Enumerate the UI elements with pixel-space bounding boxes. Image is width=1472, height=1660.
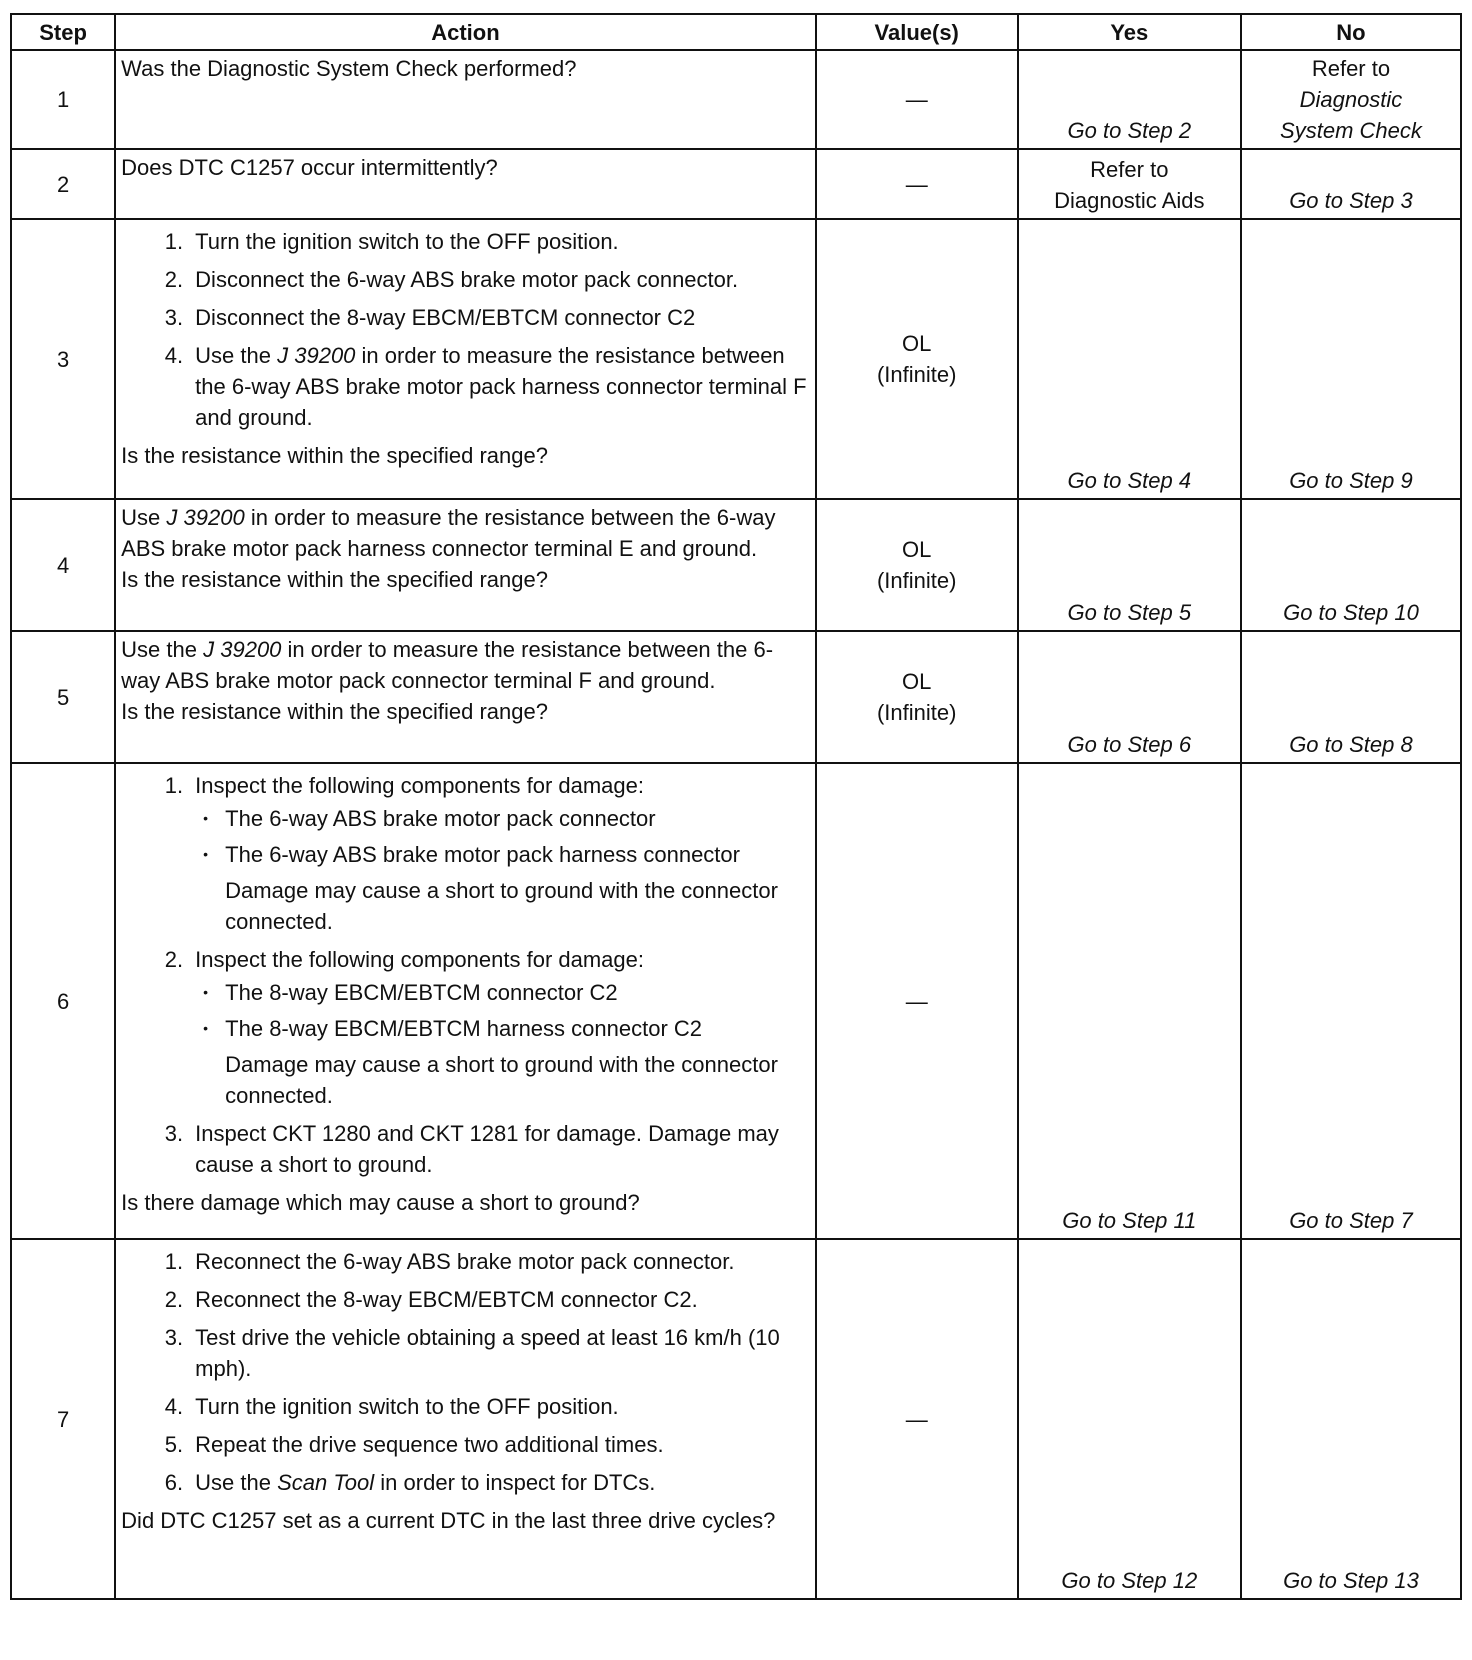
yes-cell: Go to Step 4	[1018, 219, 1241, 499]
yes-cell: Go to Step 12	[1018, 1239, 1241, 1599]
action-cell	[115, 50, 816, 149]
list-item: • The 8-way EBCM/EBTCM harness connector C2	[225, 1013, 809, 1044]
yes-cell: Go to Step 11	[1018, 763, 1241, 1239]
header-no: No	[1241, 14, 1461, 50]
action-text: Use J 39200 in order to measure the resistance between the 6-way ABS brake motor pack harness connector terminal E and ground.	[121, 505, 776, 561]
value-infinite: (Infinite)	[876, 362, 957, 387]
value-ol: OL	[902, 669, 932, 694]
tool-name: Scan Tool	[277, 1470, 375, 1495]
value-ol: OL	[902, 537, 932, 562]
action-step: 1. Inspect the following components for damage: • The 6-way ABS brake motor pack connector • The 6-way ABS brake motor pack harness connector Damage may cause a short to ground with the connector connected.	[189, 770, 809, 937]
action-question: Did DTC C1257 set as a current DTC in the last three drive cycles?	[121, 1508, 776, 1533]
list-item: • The 8-way EBCM/EBTCM connector C2	[225, 977, 809, 1008]
yes-cell	[1018, 149, 1241, 219]
step-number: 6	[11, 763, 115, 1239]
action-question: Is the resistance within the specified range?	[121, 443, 548, 468]
action-cell	[115, 219, 816, 499]
action-question: Is there damage which may cause a short to ground?	[121, 1190, 640, 1215]
yes-cell: Go to Step 5	[1018, 499, 1241, 631]
no-refer: Refer to	[1311, 56, 1391, 81]
no-ref-title-2: System Check	[1280, 118, 1422, 143]
action-step: 3. Test drive the vehicle obtaining a speed at least 16 km/h (10 mph).	[189, 1322, 809, 1384]
action-steps	[121, 226, 809, 433]
step-number: 4	[11, 499, 115, 631]
step-number: 5	[11, 631, 115, 763]
action-question: Does DTC C1257 occur intermittently?	[121, 155, 498, 180]
action-steps	[121, 770, 809, 1180]
value-cell	[816, 631, 1018, 763]
action-step: 4. Turn the ignition switch to the OFF position.	[189, 1391, 809, 1422]
action-step: 5. Repeat the drive sequence two additional times.	[189, 1429, 809, 1460]
action-cell	[115, 499, 816, 631]
table-row	[11, 499, 1461, 631]
action-question: Is the resistance within the specified range?	[121, 567, 548, 592]
no-cell: Go to Step 3	[1241, 149, 1461, 219]
action-step: 2. Inspect the following components for damage: • The 8-way EBCM/EBTCM connector C2 • The 8-way EBCM/EBTCM harness connector C2 Damage may cause a short to ground with the connector connected.	[189, 944, 809, 1111]
list-item: • The 6-way ABS brake motor pack connector	[225, 803, 809, 834]
tool-name: J 39200	[203, 637, 282, 662]
no-cell: Go to Step 13	[1241, 1239, 1461, 1599]
value-infinite: (Infinite)	[876, 700, 957, 725]
step-number: 3	[11, 219, 115, 499]
step-number: 1	[11, 50, 115, 149]
action-step: 2. Disconnect the 6-way ABS brake motor pack connector.	[189, 264, 809, 295]
no-cell: Go to Step 10	[1241, 499, 1461, 631]
table-row	[11, 1239, 1461, 1599]
diagnostic-table	[10, 13, 1462, 1600]
value-cell: —	[816, 149, 1018, 219]
component-list	[195, 977, 809, 1044]
table-row	[11, 219, 1461, 499]
action-cell	[115, 1239, 816, 1599]
value-infinite: (Infinite)	[876, 568, 957, 593]
damage-note: Damage may cause a short to ground with the connector connected.	[225, 1052, 778, 1108]
action-step: 1. Reconnect the 6-way ABS brake motor pack connector.	[189, 1246, 809, 1277]
value-cell: —	[816, 1239, 1018, 1599]
header-values: Value(s)	[816, 14, 1018, 50]
table-row	[11, 763, 1461, 1239]
no-ref-title-1: Diagnostic	[1299, 87, 1403, 112]
table-row	[11, 149, 1461, 219]
value-cell	[816, 219, 1018, 499]
action-text: Use the J 39200 in order to measure the resistance between the 6-way ABS brake motor pack connector terminal F and ground.	[121, 637, 774, 693]
tool-name: J 39200	[166, 505, 245, 530]
no-cell	[1241, 50, 1461, 149]
value-cell: —	[816, 50, 1018, 149]
action-step: 6. Use the Scan Tool in order to inspect for DTCs.	[189, 1467, 809, 1498]
value-cell: —	[816, 763, 1018, 1239]
action-cell	[115, 149, 816, 219]
header-step: Step	[11, 14, 115, 50]
list-item: • The 6-way ABS brake motor pack harness connector	[225, 839, 809, 870]
header-action: Action	[115, 14, 816, 50]
damage-note: Damage may cause a short to ground with the connector connected.	[225, 878, 778, 934]
table-row	[11, 631, 1461, 763]
action-step: 3. Inspect CKT 1280 and CKT 1281 for damage. Damage may cause a short to ground.	[189, 1118, 809, 1180]
no-cell: Go to Step 8	[1241, 631, 1461, 763]
action-cell	[115, 631, 816, 763]
yes-ref-title: Diagnostic Aids	[1054, 188, 1205, 213]
component-list	[195, 803, 809, 870]
yes-refer: Refer to	[1090, 157, 1169, 182]
no-cell: Go to Step 9	[1241, 219, 1461, 499]
step-number: 2	[11, 149, 115, 219]
action-cell	[115, 763, 816, 1239]
no-cell: Go to Step 7	[1241, 763, 1461, 1239]
yes-cell: Go to Step 6	[1018, 631, 1241, 763]
action-steps	[121, 1246, 809, 1498]
table-row	[11, 50, 1461, 149]
step-number: 7	[11, 1239, 115, 1599]
action-question: Was the Diagnostic System Check performed?	[121, 56, 577, 81]
value-cell	[816, 499, 1018, 631]
action-step: 2. Reconnect the 8-way EBCM/EBTCM connector C2.	[189, 1284, 809, 1315]
tool-name: J 39200	[277, 343, 356, 368]
yes-cell: Go to Step 2	[1018, 50, 1241, 149]
value-ol: OL	[902, 331, 932, 356]
header-row	[11, 14, 1461, 50]
action-question: Is the resistance within the specified range?	[121, 699, 548, 724]
action-step: 4. Use the J 39200 in order to measure the resistance between the 6-way ABS brake motor pack harness connector terminal F and ground.	[189, 340, 809, 433]
action-step: 3. Disconnect the 8-way EBCM/EBTCM connector C2	[189, 302, 809, 333]
action-step: 1. Turn the ignition switch to the OFF position.	[189, 226, 809, 257]
header-yes: Yes	[1018, 14, 1241, 50]
